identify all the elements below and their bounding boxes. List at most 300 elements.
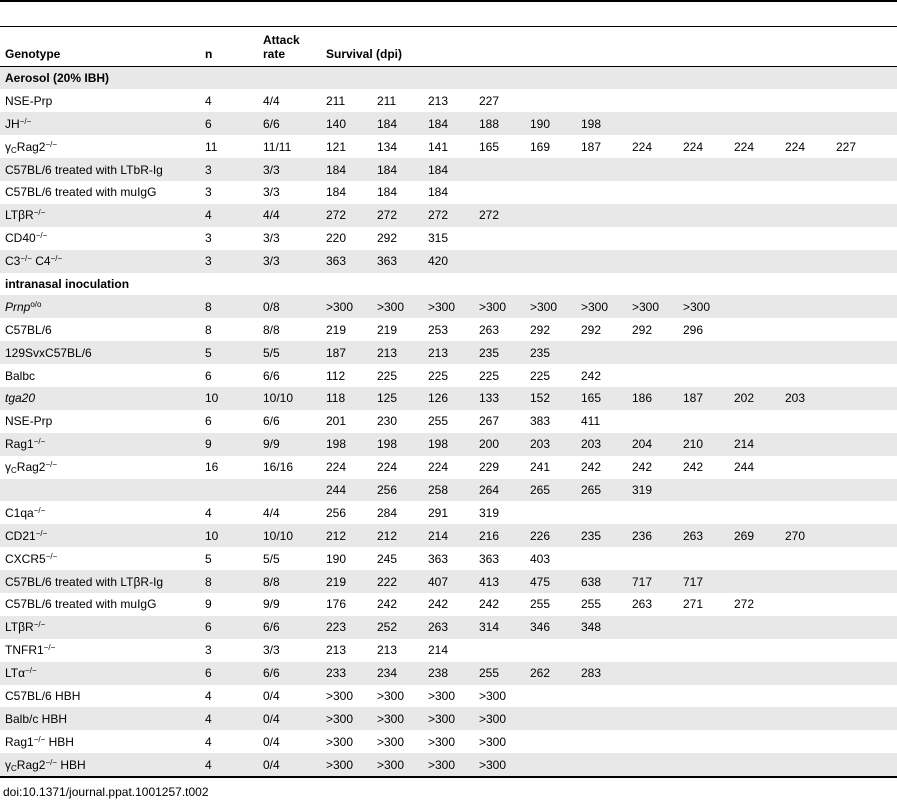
genotype-name: Rag1 — [5, 437, 34, 452]
survival-cell: 363 — [479, 551, 500, 566]
survival-cell: 284 — [377, 505, 398, 520]
survival-cell: 187 — [678, 387, 729, 410]
survival-cell: >300 — [372, 707, 423, 730]
survival-cell: 236 — [627, 524, 678, 547]
genotype-cell — [0, 730, 200, 753]
survival-cell: 190 — [525, 112, 576, 135]
attack-rate-cell: 6/6 — [258, 112, 321, 135]
n-cell: 4 — [200, 707, 258, 730]
genotype-cell — [0, 181, 200, 204]
survival-cell — [627, 547, 678, 570]
survival-cell: 638 — [576, 570, 627, 593]
survival-cell — [576, 639, 627, 662]
survival-cell — [525, 181, 576, 204]
table-row — [0, 501, 897, 524]
genotype-superscript: o/o — [30, 299, 42, 309]
genotype-cell — [0, 250, 200, 273]
survival-cell: 263 — [479, 322, 500, 337]
survival-cell — [525, 753, 576, 777]
n-cell: 6 — [200, 112, 258, 135]
survival-cell — [780, 204, 831, 227]
survival-cell: 229 — [479, 460, 500, 475]
survival-cell: 269 — [729, 524, 780, 547]
survival-cell — [729, 730, 780, 753]
survival-cell: 383 — [530, 414, 551, 429]
survival-cell: 230 — [377, 414, 398, 429]
table-row — [0, 639, 897, 662]
survival-cell: 219 — [326, 322, 347, 337]
genotype-cell — [0, 753, 200, 777]
survival-cell: 213 — [428, 93, 449, 108]
table-row — [0, 341, 897, 364]
attack-rate-cell: 6/6 — [263, 368, 280, 383]
survival-cell: 475 — [525, 570, 576, 593]
table-row — [0, 387, 897, 410]
survival-cell: 264 — [474, 479, 525, 502]
survival-cell: 363 — [372, 250, 423, 273]
survival-cell: 292 — [581, 322, 602, 337]
section-row — [0, 273, 897, 296]
survival-cell: >300 — [525, 295, 576, 318]
survival-cell: 291 — [428, 505, 449, 520]
survival-cell — [576, 753, 627, 777]
survival-cell: 234 — [372, 662, 423, 685]
survival-cell — [627, 753, 678, 777]
survival-cell — [474, 158, 525, 181]
survival-cell — [576, 204, 627, 227]
survival-cell: 253 — [428, 322, 449, 337]
survival-cell: >300 — [423, 753, 474, 777]
n-cell: 4 — [205, 734, 212, 749]
survival-cell — [627, 250, 678, 273]
survival-cell — [525, 158, 576, 181]
doi-caption: doi:10.1371/journal.ppat.1001257.t002 — [3, 785, 209, 799]
survival-cell: >300 — [474, 295, 525, 318]
survival-cell — [780, 250, 831, 273]
survival-cell — [627, 662, 678, 685]
table-row — [0, 479, 897, 502]
table-row — [0, 707, 897, 730]
genotype-superscript: −/− — [50, 254, 63, 264]
survival-cell — [525, 685, 576, 708]
genotype-name: C57BL/6 — [5, 322, 52, 337]
survival-cell — [525, 639, 576, 662]
genotype-superscript: −/− — [20, 254, 32, 264]
section-label: intranasal inoculation — [5, 276, 130, 291]
survival-cell: 140 — [321, 112, 372, 135]
attack-rate-cell: 16/16 — [263, 460, 294, 475]
survival-cell — [678, 181, 729, 204]
survival-cell — [780, 753, 831, 777]
table-row — [0, 112, 897, 135]
table-row — [0, 410, 897, 433]
survival-cell — [780, 639, 831, 662]
genotype-name: tga20 — [5, 391, 36, 406]
genotype-superscript: −/− — [45, 139, 58, 149]
survival-cell: 242 — [581, 368, 602, 383]
genotype-superscript: −/− — [35, 231, 48, 241]
survival-cell — [627, 410, 678, 433]
survival-cell — [729, 410, 780, 433]
attack-rate-cell — [258, 479, 321, 502]
survival-cell — [627, 616, 678, 639]
survival-cell — [831, 387, 897, 410]
survival-cell — [678, 547, 729, 570]
survival-cell: >300 — [377, 734, 405, 749]
survival-cell: 184 — [372, 158, 423, 181]
survival-cell — [678, 204, 729, 227]
genotype-name-suffix: HBH — [57, 757, 86, 772]
n-cell: 4 — [200, 753, 258, 777]
survival-cell: 184 — [423, 112, 474, 135]
attack-rate-cell: 0/4 — [263, 734, 280, 749]
survival-cell — [780, 364, 831, 387]
survival-cell: 210 — [678, 433, 729, 456]
genotype-superscript: −/− — [33, 734, 46, 744]
survival-cell: >300 — [576, 295, 627, 318]
survival-cell: 407 — [423, 570, 474, 593]
survival-cell — [780, 570, 831, 593]
n-cell: 5 — [200, 341, 258, 364]
genotype-name-suffix: C4 — [31, 254, 51, 269]
genotype-cell — [0, 501, 200, 524]
survival-cell: 235 — [525, 341, 576, 364]
survival-cell: 118 — [321, 387, 372, 410]
header-n: n — [200, 29, 258, 66]
survival-cell: 413 — [474, 570, 525, 593]
survival-cell: 214 — [729, 433, 780, 456]
genotype-cell — [0, 616, 200, 639]
header-genotype: Genotype — [0, 29, 200, 66]
genotype-name: C57BL/6 treated with muIgG — [5, 185, 157, 200]
survival-cell: 242 — [479, 597, 500, 612]
attack-rate-cell: 6/6 — [258, 662, 321, 685]
genotype-name: Rag1 — [5, 734, 34, 749]
survival-cell — [831, 181, 897, 204]
survival-cell: 411 — [581, 414, 601, 429]
genotype-cell — [0, 456, 200, 479]
survival-cell — [729, 685, 780, 708]
survival-cell — [831, 89, 897, 112]
survival-cell: 213 — [423, 341, 474, 364]
survival-cell — [678, 89, 729, 112]
survival-cell — [525, 501, 576, 524]
survival-cell: 263 — [678, 524, 729, 547]
genotype-name: CD40 — [5, 231, 36, 246]
survival-cell: 252 — [372, 616, 423, 639]
survival-cell — [678, 479, 729, 502]
n-cell: 6 — [200, 662, 258, 685]
n-cell: 11 — [205, 139, 218, 154]
attack-rate-cell: 5/5 — [263, 551, 280, 566]
survival-cell: 121 — [326, 139, 347, 154]
survival-cell: 263 — [632, 597, 653, 612]
table-row — [0, 295, 897, 318]
survival-cell — [576, 227, 627, 250]
survival-cell — [474, 181, 525, 204]
survival-cell: 226 — [525, 524, 576, 547]
survival-cell: 203 — [780, 387, 831, 410]
survival-cell: 165 — [479, 139, 500, 154]
survival-cell — [678, 341, 729, 364]
survival-cell — [525, 707, 576, 730]
survival-cell — [627, 89, 678, 112]
survival-cell: 225 — [428, 368, 449, 383]
genotype-cell — [0, 89, 200, 112]
survival-cell: 112 — [326, 368, 346, 383]
genotype-name: C57BL/6 treated with muIgG — [5, 597, 157, 612]
survival-cell: 134 — [377, 139, 398, 154]
survival-cell: >300 — [678, 295, 729, 318]
genotype-prefix: γ — [5, 757, 11, 772]
survival-cell: 314 — [474, 616, 525, 639]
survival-cell — [831, 616, 897, 639]
survival-cell — [831, 501, 897, 524]
survival-cell: 126 — [423, 387, 474, 410]
table-row — [0, 570, 897, 593]
table-row — [0, 318, 897, 341]
survival-cell: 272 — [474, 204, 525, 227]
genotype-name: Balbc — [5, 368, 36, 383]
survival-cell: 224 — [326, 460, 347, 475]
table-row — [0, 364, 897, 387]
genotype-subscript: C — [11, 763, 17, 773]
survival-cell — [729, 318, 780, 341]
survival-cell: 235 — [576, 524, 627, 547]
survival-cell: 272 — [321, 204, 372, 227]
survival-cell — [627, 158, 678, 181]
survival-cell — [729, 707, 780, 730]
survival-cell — [576, 158, 627, 181]
survival-cell: >300 — [423, 295, 474, 318]
survival-cell: 222 — [372, 570, 423, 593]
survival-cell — [627, 112, 678, 135]
survival-cell: 184 — [372, 112, 423, 135]
genotype-cell — [0, 433, 200, 456]
survival-cell — [627, 501, 678, 524]
survival-cell: 133 — [474, 387, 525, 410]
attack-rate-cell: 8/8 — [263, 322, 280, 337]
genotype-superscript: −/− — [45, 551, 58, 561]
genotype-prefix: γ — [5, 460, 11, 475]
genotype-name-suffix: HBH — [45, 734, 74, 749]
survival-cell — [525, 730, 576, 753]
genotype-cell — [0, 295, 200, 318]
survival-cell: 220 — [326, 231, 347, 246]
survival-cell — [627, 364, 678, 387]
genotype-name: C1qa — [5, 505, 34, 520]
survival-cell: 255 — [581, 597, 602, 612]
survival-cell — [780, 730, 831, 753]
survival-cell: >300 — [372, 753, 423, 777]
survival-cell — [576, 730, 627, 753]
table-row — [0, 181, 897, 204]
attack-rate-cell: 10/10 — [258, 387, 321, 410]
genotype-name: Rag2 — [16, 757, 46, 772]
table-row — [0, 433, 897, 456]
survival-cell: 258 — [423, 479, 474, 502]
survival-cell — [831, 341, 897, 364]
genotype-name: 129SvxC57BL/6 — [5, 345, 92, 360]
survival-cell: 224 — [428, 460, 449, 475]
table-row — [0, 753, 897, 777]
survival-cell — [627, 639, 678, 662]
attack-rate-cell: 6/6 — [263, 414, 280, 429]
survival-cell — [525, 89, 576, 112]
survival-cell — [678, 158, 729, 181]
survival-cell: 296 — [683, 322, 704, 337]
survival-cell: 190 — [326, 551, 347, 566]
genotype-superscript: −/− — [35, 528, 48, 538]
survival-cell — [780, 433, 831, 456]
survival-cell: 244 — [734, 460, 755, 475]
survival-cell — [678, 685, 729, 708]
n-cell — [200, 479, 258, 502]
survival-cell: 348 — [576, 616, 627, 639]
survival-cell — [678, 616, 729, 639]
genotype-name: NSE-Prp — [5, 414, 53, 429]
survival-cell — [831, 295, 897, 318]
survival-cell: 219 — [377, 322, 398, 337]
n-cell: 3 — [200, 250, 258, 273]
survival-cell: 165 — [576, 387, 627, 410]
survival-cell: 238 — [423, 662, 474, 685]
survival-cell: >300 — [372, 295, 423, 318]
survival-cell — [780, 89, 831, 112]
survival-cell: 717 — [678, 570, 729, 593]
survival-cell — [576, 89, 627, 112]
survival-cell: 242 — [632, 460, 653, 475]
n-cell: 3 — [205, 231, 212, 246]
survival-cell: 224 — [734, 139, 755, 154]
genotype-cell — [0, 135, 200, 158]
survival-cell — [678, 662, 729, 685]
survival-cell — [780, 616, 831, 639]
survival-cell — [627, 707, 678, 730]
survival-cell: 272 — [734, 597, 755, 612]
survival-cell: 270 — [780, 524, 831, 547]
survival-cell — [576, 547, 627, 570]
n-cell: 3 — [205, 643, 212, 658]
survival-cell: 717 — [627, 570, 678, 593]
table-top-rule — [0, 0, 897, 2]
survival-cell — [780, 318, 831, 341]
survival-cell — [729, 341, 780, 364]
genotype-name: LTβR — [5, 620, 34, 635]
survival-cell — [627, 227, 678, 250]
n-cell: 3 — [205, 185, 212, 200]
survival-cell — [627, 685, 678, 708]
survival-cell: 216 — [474, 524, 525, 547]
survival-cell: 224 — [785, 139, 806, 154]
survival-cell — [627, 204, 678, 227]
survival-cell — [729, 662, 780, 685]
table-row — [0, 204, 897, 227]
genotype-superscript: −/− — [33, 505, 46, 515]
survival-cell: >300 — [428, 734, 456, 749]
header-row — [0, 29, 897, 66]
survival-cell — [729, 616, 780, 639]
survival-cell: >300 — [321, 753, 372, 777]
survival-cell: 184 — [423, 158, 474, 181]
survival-cell: 255 — [530, 597, 551, 612]
survival-cell — [831, 685, 897, 708]
survival-cell — [474, 227, 525, 250]
survival-cell — [576, 250, 627, 273]
survival-cell — [780, 227, 831, 250]
survival-cell: 225 — [479, 368, 500, 383]
section-row — [0, 66, 897, 89]
survival-cell — [576, 181, 627, 204]
survival-cell — [831, 753, 897, 777]
survival-cell: 241 — [530, 460, 551, 475]
survival-cell — [780, 112, 831, 135]
survival-cell — [729, 158, 780, 181]
genotype-cell — [0, 593, 200, 616]
n-cell: 4 — [205, 93, 212, 108]
header-attack-rate: Attack rate — [258, 29, 321, 66]
survival-cell: 176 — [326, 597, 347, 612]
survival-cell: 213 — [377, 643, 398, 658]
n-cell: 6 — [205, 368, 212, 383]
genotype-name: C57BL/6 treated with LTbR-Ig — [5, 162, 163, 177]
survival-cell: 198 — [372, 433, 423, 456]
survival-cell — [831, 112, 897, 135]
survival-cell — [525, 204, 576, 227]
survival-cell: 198 — [576, 112, 627, 135]
survival-cell: 255 — [428, 414, 449, 429]
survival-cell: 319 — [627, 479, 678, 502]
survival-cell: 242 — [581, 460, 602, 475]
survival-cell: 363 — [428, 551, 449, 566]
table-row — [0, 135, 897, 158]
n-cell: 3 — [200, 158, 258, 181]
genotype-name: LTβR — [5, 208, 34, 223]
survival-cell: 184 — [326, 185, 347, 200]
survival-cell — [831, 547, 897, 570]
survival-cell: 188 — [474, 112, 525, 135]
genotype-subscript: C — [11, 466, 17, 476]
genotype-cell — [0, 662, 200, 685]
attack-rate-cell: 6/6 — [258, 616, 321, 639]
survival-cell: 256 — [372, 479, 423, 502]
survival-cell — [678, 227, 729, 250]
survival-cell: 224 — [377, 460, 398, 475]
genotype-superscript: −/− — [25, 666, 37, 676]
survival-cell: >300 — [326, 734, 354, 749]
survival-cell — [831, 639, 897, 662]
survival-cell: 211 — [326, 93, 346, 108]
survival-cell — [780, 593, 831, 616]
survival-cell — [678, 639, 729, 662]
survival-cell — [678, 707, 729, 730]
genotype-name: Rag2 — [16, 139, 46, 154]
survival-cell: 272 — [372, 204, 423, 227]
survival-cell: 227 — [479, 93, 500, 108]
survival-table — [0, 29, 897, 778]
survival-cell — [729, 250, 780, 273]
attack-rate-cell: 0/4 — [258, 753, 321, 777]
genotype-superscript: −/− — [33, 208, 46, 218]
n-cell: 8 — [200, 295, 258, 318]
genotype-cell — [0, 547, 200, 570]
genotype-name: CXCR5 — [5, 551, 46, 566]
survival-cell: 225 — [377, 368, 398, 383]
attack-rate-cell: 0/8 — [258, 295, 321, 318]
survival-cell: 363 — [321, 250, 372, 273]
survival-cell: 346 — [525, 616, 576, 639]
survival-cell: 315 — [428, 231, 449, 246]
